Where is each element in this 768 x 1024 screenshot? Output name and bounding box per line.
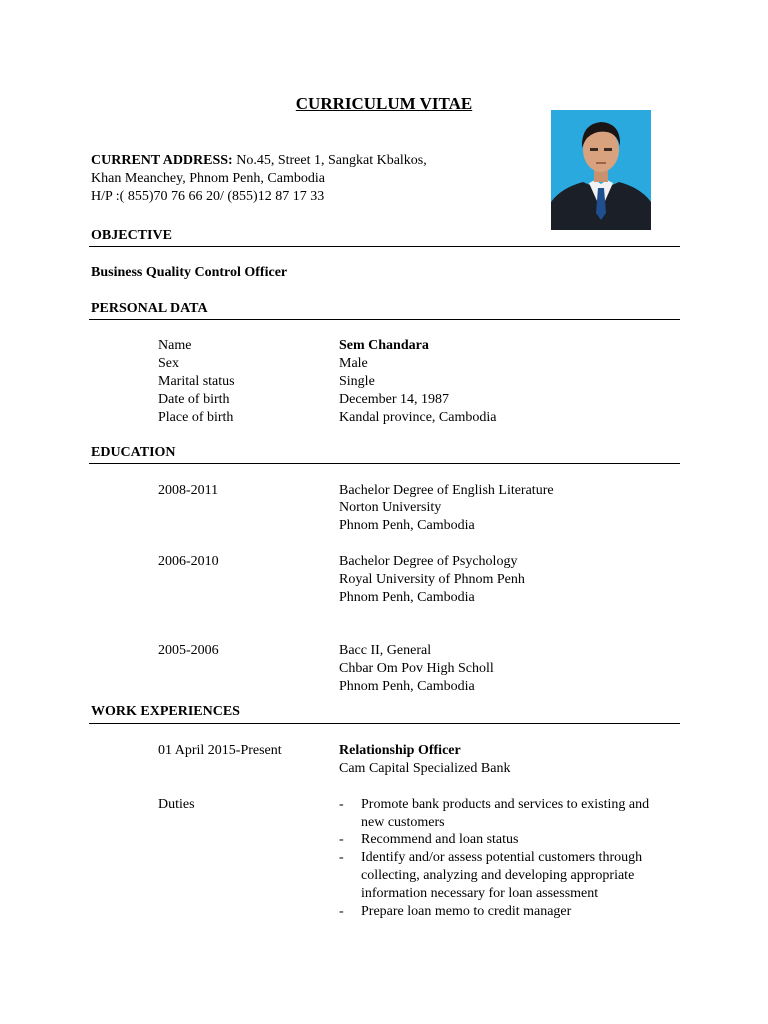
bullet-dash: - (339, 904, 344, 919)
personal-value-marital-status: Single (339, 374, 375, 389)
objective-heading: OBJECTIVE (91, 228, 172, 243)
education-location: Phnom Penh, Cambodia (339, 518, 475, 533)
section-divider (89, 319, 680, 320)
person-portrait-icon (551, 110, 651, 230)
education-location: Phnom Penh, Cambodia (339, 590, 475, 605)
personal-label-name: Name (158, 338, 192, 353)
section-divider (89, 246, 680, 247)
personal-label-place-of-birth: Place of birth (158, 410, 234, 425)
address-label: CURRENT ADDRESS: (91, 153, 233, 168)
profile-photo (551, 110, 651, 230)
personal-label-sex: Sex (158, 356, 179, 371)
duty-line: information necessary for loan assessment (361, 886, 599, 901)
work-position: Relationship Officer (339, 743, 461, 758)
personal-value-date-of-birth: December 14, 1987 (339, 392, 450, 407)
education-years: 2008-2011 (158, 483, 219, 498)
document-title: CURRICULUM VITAE (295, 94, 473, 113)
education-degree: Bachelor Degree of Psychology (339, 554, 518, 569)
education-location: Phnom Penh, Cambodia (339, 679, 475, 694)
personal-label-marital-status: Marital status (158, 374, 235, 389)
work-period: 01 April 2015-Present (158, 743, 282, 758)
duty-line: collecting, analyzing and developing appropriate (361, 868, 635, 883)
section-divider (89, 463, 680, 464)
duty-line: Recommend and loan status (361, 832, 519, 847)
education-degree: Bachelor Degree of English Literature (339, 483, 554, 498)
address-street: No.45, Street 1, Sangkat Kbalkos, (232, 153, 427, 168)
education-years: 2006-2010 (158, 554, 219, 569)
address-line-2: Khan Meanchey, Phnom Penh, Cambodia (91, 171, 325, 186)
personal-value-name: Sem Chandara (339, 338, 429, 353)
address-line-1 (91, 152, 427, 170)
education-years: 2005-2006 (158, 643, 219, 658)
section-divider (89, 723, 680, 724)
bullet-dash: - (339, 797, 344, 812)
personal-label-date-of-birth: Date of birth (158, 392, 230, 407)
bullet-dash: - (339, 832, 344, 847)
bullet-dash: - (339, 850, 344, 865)
work-company: Cam Capital Specialized Bank (339, 761, 511, 776)
education-institution: Norton University (339, 500, 442, 515)
duty-line: new customers (361, 815, 445, 830)
personal-value-sex: Male (339, 356, 368, 371)
education-heading: EDUCATION (91, 445, 176, 460)
duties-label: Duties (158, 797, 195, 812)
personal-data-heading: PERSONAL DATA (91, 301, 208, 316)
duty-line: Identify and/or assess potential customers through (361, 850, 643, 865)
personal-value-place-of-birth: Kandal province, Cambodia (339, 410, 497, 425)
duty-line: Promote bank products and services to existing and (361, 797, 650, 812)
education-institution: Royal University of Phnom Penh (339, 572, 525, 587)
phone-number: H/P :( 855)70 76 66 20/ (855)12 87 17 33 (91, 189, 325, 204)
duty-line: Prepare loan memo to credit manager (361, 904, 572, 919)
education-institution: Chbar Om Pov High Scholl (339, 661, 494, 676)
work-experiences-heading: WORK EXPERIENCES (91, 704, 240, 719)
objective-text: Business Quality Control Officer (91, 265, 288, 280)
education-degree: Bacc II, General (339, 643, 432, 658)
